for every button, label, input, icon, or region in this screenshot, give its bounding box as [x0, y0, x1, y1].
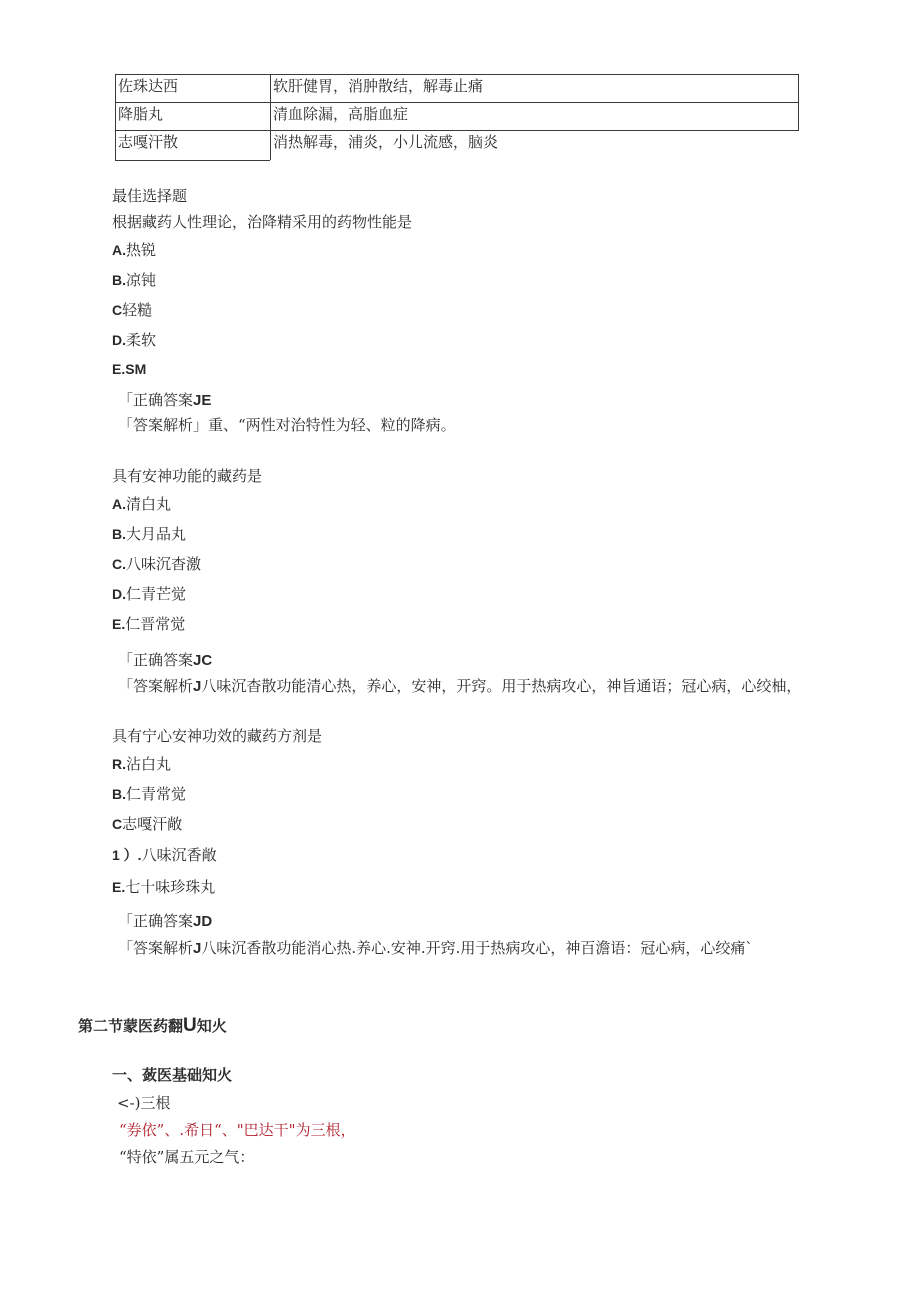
table-cell-name: 志嘎汗散 — [118, 133, 179, 151]
answer-analysis — [118, 938, 753, 959]
option — [112, 845, 217, 865]
option-letter: C. — [112, 556, 126, 572]
option-text: 清白丸 — [126, 495, 172, 513]
analysis-key: J — [193, 678, 202, 695]
table-cell-name: 佐珠达西 — [118, 77, 179, 95]
analysis-prefix: 「答案解析 — [118, 939, 194, 957]
option-text: 大月品丸 — [126, 525, 187, 543]
analysis-text: 八味沉香散功能消心热.养心.安神.开窍.用于热病攻心，神百澹语：冠心病，心绞痛` — [201, 939, 753, 957]
option — [112, 614, 185, 634]
option — [112, 270, 156, 290]
option-letter: A. — [112, 242, 126, 258]
answer-key: JD — [193, 913, 213, 930]
section-heading — [78, 1016, 227, 1037]
option-letter: B. — [112, 786, 126, 802]
option-letter: C — [112, 302, 123, 318]
option-letter: E. — [112, 879, 126, 895]
correct-answer — [118, 911, 212, 932]
table-row — [115, 74, 799, 102]
section-heading-mark: U — [183, 1015, 197, 1036]
highlighted-line: “券依”、.希日“、"巴达干"为三根， — [119, 1121, 356, 1139]
table-cell-effect: 消热解毒，浦炎，小儿流感，脑炎 — [273, 133, 499, 151]
question-stem: 具有安神功能的藏药是 — [112, 467, 263, 485]
table-border — [270, 157, 799, 158]
table-border — [115, 160, 270, 161]
option — [112, 584, 186, 604]
option-letter: B. — [112, 272, 126, 288]
analysis-prefix: 「答案解析」 — [118, 416, 209, 434]
option — [112, 754, 171, 774]
analysis-prefix: 「答案解析 — [118, 677, 194, 695]
answer-key: JC — [193, 652, 213, 669]
table-cell-effect: 软肝健胃，消肿散结，解毒止痛 — [273, 77, 484, 95]
table-border — [270, 74, 271, 160]
option-letter: E. — [112, 616, 126, 632]
answer-key: JE — [193, 392, 212, 409]
table-cell-name: 降脂丸 — [118, 105, 164, 123]
option-letter: R. — [112, 756, 126, 772]
option-letter: B. — [112, 526, 126, 542]
option-text: 凉钝 — [126, 271, 157, 289]
option-letter: E. — [112, 361, 126, 377]
option — [112, 814, 182, 834]
analysis-text: 八味沉杳散功能清心热，养心，安神，开窍。用于热病攻心，神旨通语；冠心病，心绞柚， — [201, 677, 802, 695]
option-text: 仁青常觉 — [126, 785, 187, 803]
option — [112, 494, 171, 514]
option-text: 志嘎汗敞 — [122, 815, 183, 833]
option — [112, 554, 201, 574]
answer-analysis — [118, 676, 801, 697]
option-text: 沾白丸 — [126, 755, 172, 773]
body-line: “特依”属五元之气： — [119, 1148, 255, 1166]
answer-analysis — [118, 415, 456, 435]
question-stem: 具有宁心安神功效的藏药方剂是 — [112, 727, 323, 745]
section-heading-suffix: 知火 — [196, 1018, 227, 1035]
table-cell-effect: 清血除漏，高脂血症 — [273, 105, 409, 123]
option-text: 八味沉杳激 — [126, 555, 202, 573]
option-letter: A. — [112, 496, 126, 512]
option — [112, 877, 215, 897]
option-text: 仁青芒觉 — [126, 585, 187, 603]
answer-prefix: 「正确答案 — [118, 912, 194, 930]
answer-prefix: 「正确答案 — [118, 391, 194, 409]
table-border — [115, 74, 116, 160]
table-border — [798, 74, 799, 131]
option-text: 八味沉香敞 — [141, 846, 217, 864]
option-text: SM — [125, 361, 147, 377]
table-border — [115, 74, 799, 75]
correct-answer — [118, 650, 212, 671]
analysis-text: 重、“两性对治特性为轻、粒的降病。 — [208, 416, 456, 434]
section-label: 最佳选择题 — [112, 187, 188, 205]
option-letter: D. — [112, 586, 126, 602]
question-stem: 根据藏药人性理论，治降精采用的药物性能是 — [112, 213, 413, 231]
section-heading-prefix: 第二节蒙医药翻 — [78, 1018, 184, 1035]
option — [112, 300, 152, 320]
option — [112, 359, 146, 379]
table-row — [115, 130, 799, 158]
option-text: 七十味珍珠丸 — [125, 878, 216, 896]
answer-prefix: 「正确答案 — [118, 651, 194, 669]
correct-answer — [118, 390, 211, 411]
option-text: 柔软 — [126, 331, 157, 349]
option — [112, 784, 186, 804]
option-text: 热锐 — [126, 241, 157, 259]
option — [112, 240, 156, 260]
option-letter: D. — [112, 332, 126, 348]
table-border — [270, 130, 799, 131]
option-letter: 1 ）. — [112, 847, 142, 863]
item-label: <-)三根 — [117, 1094, 171, 1112]
option-text: 轻糙 — [122, 301, 153, 319]
table-row — [115, 102, 799, 130]
option — [112, 330, 156, 350]
option-text: 仁晋常觉 — [125, 615, 186, 633]
option — [112, 524, 186, 544]
analysis-key: J — [193, 940, 202, 957]
option-letter: C — [112, 816, 123, 832]
table-border — [115, 102, 799, 103]
subheading: 一、蔹医基础知火 — [112, 1067, 233, 1084]
